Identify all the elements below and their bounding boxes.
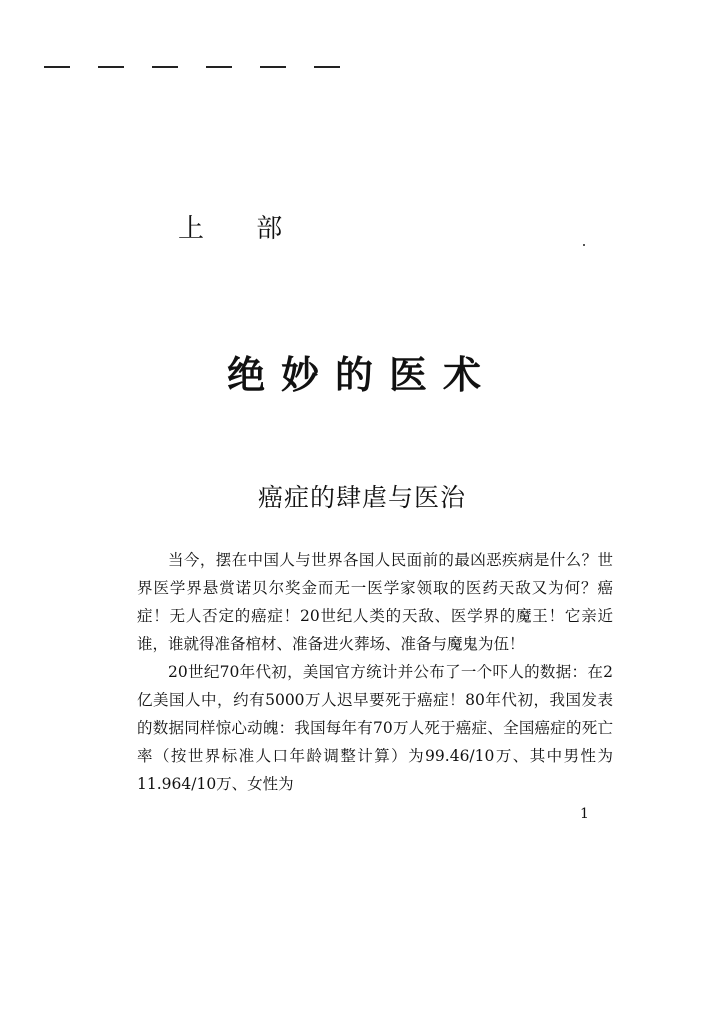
scan-speck — [583, 244, 585, 246]
header-dash — [206, 66, 232, 68]
section-title: 癌症的肆虐与医治 — [257, 483, 466, 512]
paragraph: 20世纪70年代初，美国官方统计并公布了一个吓人的数据：在2亿美国人中，约有5000万人迟早要死于癌症！80年代初，我国发表的数据同样惊心动魄：我国每年有70万人死于癌症、全国癌症的死亡率（按世界标准人口年龄调整计算）为99.46/10万、其中男性为11.964/10万、女性为 — [137, 663, 613, 793]
chapter-title: 绝妙的医术 — [226, 353, 497, 397]
part-title: 上 部 — [178, 214, 305, 244]
header-dash — [44, 66, 70, 68]
paragraph: 当今，摆在中国人与世界各国人民面前的最凶恶疾病是什么？世界医学界悬赏诺贝尔奖金而无一医学家领取的医药天敌又为何？癌症！无人否定的癌症！20世纪人类的天敌、医学界的魔王！它亲近谁，谁就得准备棺材、准备进火葬场、准备与魔鬼为伍！ — [137, 551, 613, 653]
body-text — [137, 546, 613, 798]
header-dash — [314, 66, 340, 68]
header-dash — [260, 66, 286, 68]
header-dash — [152, 66, 178, 68]
header-rule — [44, 66, 344, 68]
page-number: 1 — [580, 806, 589, 822]
header-dash — [98, 66, 124, 68]
